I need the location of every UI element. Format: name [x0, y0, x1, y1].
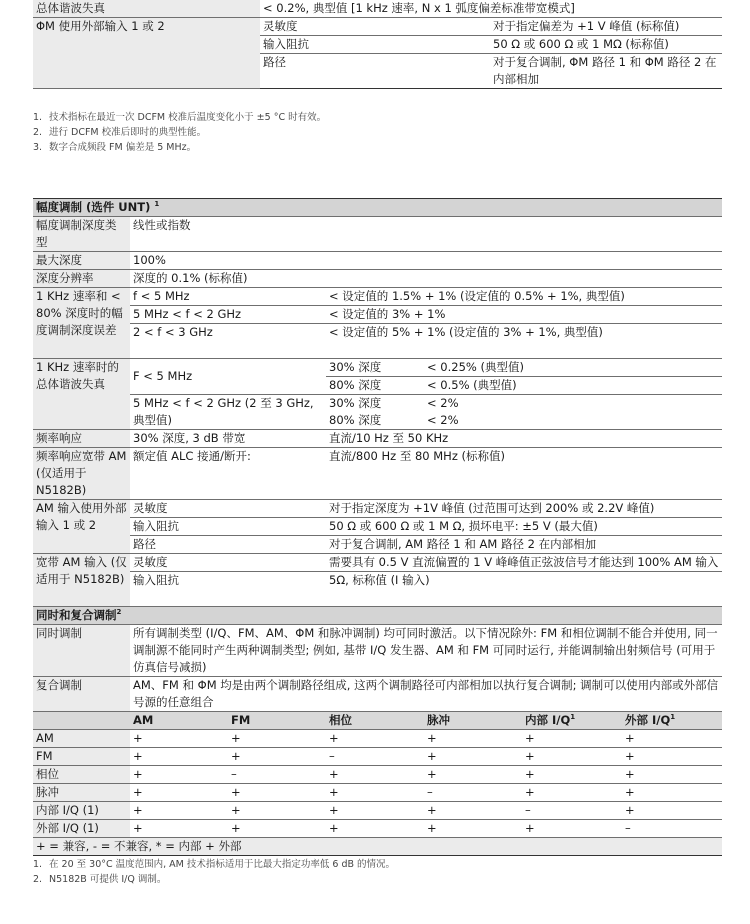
amplitude-modulation-table — [33, 198, 722, 856]
am-max-depth-value: 100% — [130, 252, 722, 270]
simultaneous-value: 所有调制类型 (I/Q、FM、AM、ΦM 和脉冲调制) 均可同时激活。以下情况除外: FM 和相位调制不能合并使用, 同一调制源不能同时产生两种调制类型; 例如, 基带 I/Q 发生器、AM 和 FM 可同时运行, 并能调制输出射频信号 (可用于仿真信号减损) — [130, 625, 722, 677]
wideband-input-value: 5Ω, 标称值 (I 输入) — [326, 572, 722, 607]
matrix-cell: + — [424, 766, 522, 784]
matrix-row-label: FM — [33, 748, 130, 766]
depth-error-value: < 设定值的 1.5% + 1% (设定值的 0.5% + 1%, 典型值) — [326, 288, 722, 306]
matrix-row — [33, 748, 722, 766]
section-header-am: 幅度调制 (选件 UNT) $^1$ — [33, 199, 722, 217]
freq-resp-value: 直流/10 Hz 至 50 KHz — [326, 430, 722, 448]
thd-value: < 0.25% (典型值) — [424, 359, 722, 377]
am-wideband-resp-label: 频率响应宽带 AM (仅适用于 N5182B) — [33, 448, 130, 500]
matrix-cell: + — [130, 748, 228, 766]
matrix-header-cell: 外部 $I/Q^1$ — [622, 712, 722, 730]
matrix-cell: + — [326, 766, 424, 784]
matrix-cell: + — [228, 730, 326, 748]
depth-error-value: < 设定值的 5% + 1% (设定值的 3% + 1%, 典型值) — [326, 324, 722, 359]
depth-error-range: 5 MHz < f < 2 GHz — [130, 306, 326, 324]
matrix-cell: + — [326, 820, 424, 838]
footnote: 2. 进行 DCFM 校准后即时的典型性能。 — [33, 127, 207, 138]
pm-sensitivity-value: 对于指定偏差为 +1 V 峰值 (标称值) — [490, 18, 722, 36]
ext-input-param: 路径 — [130, 536, 326, 554]
pm-impedance-value: 50 Ω 或 600 Ω 或 1 MΩ (标称值) — [490, 36, 722, 54]
thd-range: F < 5 MHz — [130, 359, 326, 395]
footnotes-top — [33, 110, 326, 155]
matrix-row-label: 脉冲 — [33, 784, 130, 802]
matrix-header-cell: FM — [228, 712, 326, 730]
ext-input-value: 50 Ω 或 600 Ω 或 1 M Ω, 损坏电平: ±5 V (最大值) — [326, 518, 722, 536]
matrix-cell: + — [326, 802, 424, 820]
matrix-cell: – — [228, 766, 326, 784]
am-ext-input-label: AM 输入使用外部输入 1 或 2 — [33, 500, 130, 554]
matrix-cell: + — [522, 784, 622, 802]
matrix-cell: + — [622, 784, 722, 802]
footnote: 1. 在 20 至 30°C 温度范围内, AM 技术指标适用于比最大指定功率低 6 dB 的情况。 — [33, 859, 396, 870]
matrix-cell: + — [522, 820, 622, 838]
wideband-resp-condition: 额定值 ALC 接通/断开: — [130, 448, 326, 500]
footnotes-bottom — [33, 857, 395, 887]
matrix-cell: + — [130, 820, 228, 838]
footnote: 3. 数字合成频段 FM 偏差是 5 MHz。 — [33, 142, 197, 153]
depth-error-range: 2 < f < 3 GHz — [130, 324, 326, 359]
matrix-header-cell: 相位 — [326, 712, 424, 730]
matrix-row-label: 内部 I/Q (1) — [33, 802, 130, 820]
thd-depth: 80% 深度 — [326, 412, 424, 430]
matrix-row-label: 外部 I/Q (1) — [33, 820, 130, 838]
matrix-cell: + — [622, 802, 722, 820]
matrix-cell: + — [622, 748, 722, 766]
am-resolution-value: 深度的 0.1% (标称值) — [130, 270, 722, 288]
section-title-am: 幅度调制 (选件 UNT) — [36, 200, 151, 214]
matrix-cell: + — [424, 730, 522, 748]
matrix-cell: – — [622, 820, 722, 838]
am-type-label: 幅度调制深度类型 — [33, 217, 130, 252]
matrix-cell: + — [130, 730, 228, 748]
matrix-cell: + — [424, 820, 522, 838]
ext-input-param: 灵敏度 — [130, 500, 326, 518]
pm-sensitivity-label: 灵敏度 — [260, 18, 490, 36]
matrix-cell: + — [424, 802, 522, 820]
pm-ext-input-label: ΦM 使用外部输入 1 或 2 — [33, 18, 260, 89]
pm-impedance-label: 输入阻抗 — [260, 36, 490, 54]
matrix-cell: + — [228, 820, 326, 838]
depth-error-range: f < 5 MHz — [130, 288, 326, 306]
composite-label: 复合调制 — [33, 677, 130, 712]
matrix-cell: + — [622, 730, 722, 748]
phase-modulation-table — [33, 0, 722, 89]
thd-depth: 30% 深度 — [326, 359, 424, 377]
matrix-cell: + — [522, 748, 622, 766]
matrix-cell: + — [130, 784, 228, 802]
thd-value: < 2% — [424, 412, 722, 430]
matrix-cell: + — [228, 784, 326, 802]
thd-value: < 0.2%, 典型值 [1 kHz 速率, N x 1 弧度偏差标准带宽模式] — [260, 0, 722, 18]
matrix-cell: + — [326, 730, 424, 748]
footnote: 1. 技术指标在最近一次 DCFM 校准后温度变化小于 ±5 °C 时有效。 — [33, 112, 327, 123]
matrix-header-cell: 脉冲 — [424, 712, 522, 730]
matrix-row — [33, 766, 722, 784]
pm-path-label: 路径 — [260, 54, 490, 89]
matrix-cell: + — [130, 802, 228, 820]
thd-value: < 0.5% (典型值) — [424, 377, 722, 395]
footnote: 2. N5182B 可提供 I/Q 调制。 — [33, 874, 167, 885]
matrix-legend: + = 兼容, - = 不兼容, * = 内部 + 外部 — [33, 838, 722, 856]
am-freq-resp-label: 频率响应 — [33, 430, 130, 448]
matrix-cell: + — [522, 730, 622, 748]
matrix-header-row — [33, 712, 722, 730]
matrix-row — [33, 820, 722, 838]
matrix-cell: + — [228, 748, 326, 766]
am-resolution-label: 深度分辨率 — [33, 270, 130, 288]
am-type-value: 线性或指数 — [130, 217, 722, 252]
matrix-cell: + — [424, 748, 522, 766]
am-depth-error-label: 1 KHz 速率和 < 80% 深度时的幅度调制深度误差 — [33, 288, 130, 359]
matrix-row — [33, 784, 722, 802]
wideband-resp-value: 直流/800 Hz 至 80 MHz (标称值) — [326, 448, 722, 500]
section-header-simultaneous: 同时和复合调制$^2$ — [33, 607, 722, 625]
ext-input-value: 对于指定深度为 +1V 峰值 (过范围可达到 200% 或 2.2V 峰值) — [326, 500, 722, 518]
thd-label: 总体谐波失真 — [33, 0, 260, 18]
am-thd-label: 1 KHz 速率时的总体谐波失真 — [33, 359, 130, 430]
matrix-row — [33, 802, 722, 820]
matrix-cell: + — [622, 766, 722, 784]
matrix-row-label: 相位 — [33, 766, 130, 784]
section-title-simultaneous: 同时和复合调制 — [36, 608, 117, 622]
thd-value: < 2% — [427, 396, 459, 410]
freq-resp-condition: 30% 深度, 3 dB 带宽 — [130, 430, 326, 448]
matrix-cell: – — [326, 748, 424, 766]
matrix-cell: + — [228, 802, 326, 820]
simultaneous-label: 同时调制 — [33, 625, 130, 677]
matrix-row-label: AM — [33, 730, 130, 748]
wideband-input-param: 灵敏度 — [130, 554, 326, 572]
thd-depth: 80% 深度 — [326, 377, 424, 395]
am-wideband-input-label: 宽带 AM 输入 (仅适用于 N5182B) — [33, 554, 130, 607]
depth-error-value: < 设定值的 3% + 1% — [326, 306, 722, 324]
pm-path-value: 对于复合调制, ΦM 路径 1 和 ΦM 路径 2 在内部相加 — [490, 54, 722, 89]
matrix-cell: + — [130, 766, 228, 784]
matrix-cell: + — [522, 766, 622, 784]
matrix-row — [33, 730, 722, 748]
matrix-header-cell — [33, 712, 130, 730]
ext-input-param: 输入阻抗 — [130, 518, 326, 536]
thd-depth: 30% 深度 — [329, 396, 382, 410]
am-max-depth-label: 最大深度 — [33, 252, 130, 270]
thd-range: 5 MHz < f < 2 GHz (2 至 3 GHz, 典型值) — [130, 395, 326, 430]
matrix-cell: – — [522, 802, 622, 820]
matrix-header-cell: AM — [130, 712, 228, 730]
wideband-input-param: 输入阻抗 — [130, 572, 326, 607]
composite-value: AM、FM 和 ΦM 均是由两个调制路径组成, 这两个调制路径可内部相加以执行复合调制; 调制可以使用内部或外部信号源的任意组合 — [130, 677, 722, 712]
matrix-cell: + — [326, 784, 424, 802]
wideband-input-value: 需要具有 0.5 V 直流偏置的 1 V 峰峰值正弦波信号才能达到 100% AM 输入 — [326, 554, 722, 572]
matrix-header-cell: 内部 $I/Q^1$ — [522, 712, 622, 730]
matrix-cell: – — [424, 784, 522, 802]
ext-input-value: 对于复合调制, AM 路径 1 和 AM 路径 2 在内部相加 — [326, 536, 722, 554]
